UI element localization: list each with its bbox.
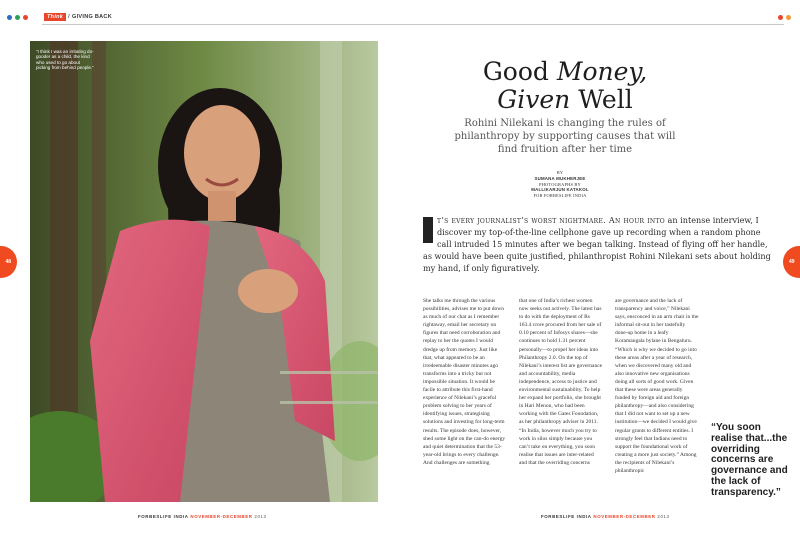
intro-lead-in: t’s every journalist’s worst nightmare. An hour into: [437, 215, 665, 225]
body-column-3-text: are governance and the lack of transparency and voice,” Nilekani says, ensconced in an arm chair in the informal sit-out in her tastefully done-up home in a leafy Koramangala bylane in Bengaluru. “Which is why we decided to go into these areas after a year of research, when we discovered many old and also innovative new organisations doing all sorts of good work. Given that these were areas generally funded by foreign aid and foreign philanthropy—and also considering that I did not want to set up a new institution—we decided I would give regular grants to different entities. I strongly feel that Indians need to support the foundational work of creating a more just society.” Among the recipients of Nilekani’s philanthropic: [615, 298, 699, 474]
portrait-illustration: [30, 41, 378, 502]
green-dot: [15, 15, 20, 20]
body-column-2-text: that one of India’s richest women now seeks out actively. The latest has to do with the deployment of Rs 163.4 crore procured from her sale of 0.10 percent of Infosys shares—she continues to hold 1.31 percent personally—to propel her ideas into Philanthropy 2.0. On the top of Nilekani’s interest list are governance and accountability, media independence, access to justice and environmental sustainability. To help her expand her portfolio, she brought in Hari Menon, who had been working with the Gates Foundation, as her philanthropy adviser in 2011. “In India, however much you try to work in silos simply because you can’t take on everything, you soon realise that issues are inter-related and that the overriding concerns: [519, 298, 603, 466]
blue-dot: [7, 15, 12, 20]
color-dots-right: [778, 15, 791, 20]
top-bar: [0, 0, 800, 28]
portrait-photo: [30, 41, 378, 502]
page-number-left: [0, 246, 17, 278]
headline-word-money: Money,: [556, 57, 648, 86]
footer-right: [541, 514, 670, 519]
byline-name: SUMANA MUKHERJEE: [534, 175, 586, 181]
headline-line-2: [440, 86, 690, 114]
headline-word-given: Given: [497, 85, 571, 114]
section-separator: /: [68, 14, 70, 20]
footer-right-date: NOVEMBER-DECEMBER: [593, 514, 656, 519]
section-main-label: Think: [44, 13, 66, 21]
pull-quote: “You soon realise that...the overriding concerns are governance and the lack of transparency.”: [711, 422, 788, 498]
intro-paragraph: [423, 214, 773, 274]
headline-word-good: Good: [482, 57, 557, 86]
drop-cap-bar: [423, 217, 433, 243]
article-headline: [440, 58, 690, 114]
intro-text: an intense interview, I discover my top-of-the-line cellphone gave up recording when a random phone call intruded 15 minutes after we began talking. Instead of flying off her handle, as would have been quite justified, philanthropist Rohini Nilekani sets about holding my hand, if only figuratively.: [423, 215, 771, 273]
body-column-1-text: She talks me through the various possibilities, advises me to put down as much of our chat as I remember rightaway, email her secretary on figures that need corroboration and replay to her the quotes I would dredge up from memory. Just like that, what appeared to be an irredeemable disaster minutes ago transforms into a tricky but not impossible situation. It would be facile to attribute this first-hand experience of Nilekani’s graceful problem solving to her years of identifying issues, strategising solutions and investing for long-term results. The episode does, however, shed some light on the can-do energy and quiet determination that the 53-year-old brings to every challenge. And challenges are something: [423, 298, 506, 466]
header-rule: [42, 24, 784, 25]
footer-left-date: NOVEMBER-DECEMBER: [190, 514, 253, 519]
byline-prefix: BY: [556, 170, 564, 175]
page-number-right: [783, 246, 800, 278]
byline: [480, 170, 640, 182]
red-dot: [778, 15, 783, 20]
red-dot: [23, 15, 28, 20]
section-tag: [44, 13, 112, 21]
body-column-2: [519, 297, 603, 467]
photo-credit-suffix: FOR FORBESLIFE INDIA: [533, 193, 587, 199]
footer-left-year: 2013: [254, 514, 267, 519]
article-credits: [480, 170, 640, 199]
page-number-left-text: 48: [5, 259, 11, 265]
photo-credit-prefix: PHOTOGRAPHS BY: [539, 181, 581, 187]
footer-right-year: 2013: [657, 514, 670, 519]
footer-right-publication: FORBESLIFE INDIA: [541, 514, 592, 519]
headline-line-1: [440, 58, 690, 86]
orange-dot: [786, 15, 791, 20]
photo-credit: [480, 182, 640, 194]
photo-credit-name: MALLIKARJUN KATAKOL: [531, 187, 589, 193]
photo-caption: “I think I was an irritating do-gooder as a child, the kind who used to go about picking from behind people.”: [36, 49, 94, 71]
body-column-3: [615, 297, 699, 475]
footer-left-publication: FORBESLIFE INDIA: [138, 514, 189, 519]
article-dek: Rohini Nilekani is changing the rules of philanthropy by supporting causes that will find fruition after her time: [454, 118, 676, 155]
section-sub-label: GIVING BACK: [72, 14, 112, 20]
body-column-1: [423, 297, 507, 467]
footer-left: [138, 514, 267, 519]
color-dots-left: [7, 15, 28, 20]
headline-word-well: Well: [570, 85, 633, 114]
page-number-right-text: 49: [789, 259, 795, 265]
